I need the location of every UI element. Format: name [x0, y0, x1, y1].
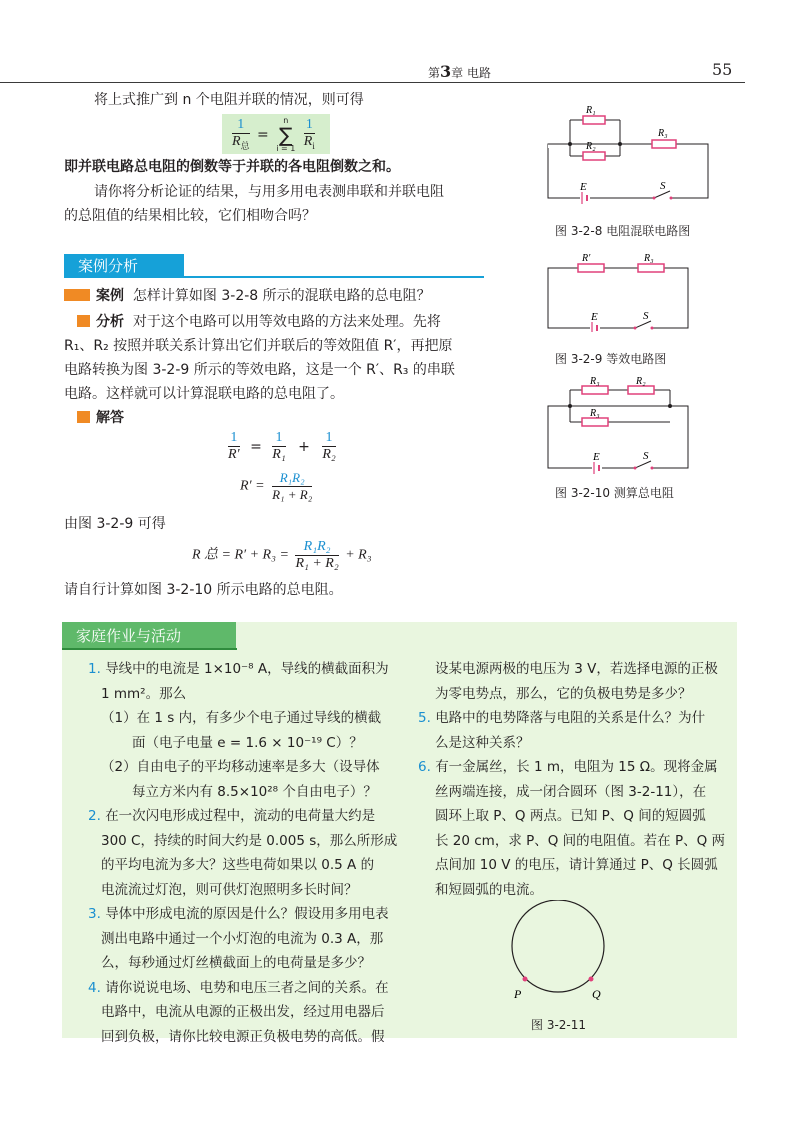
- q6-line4: 长 20 cm，求 P、Q 间的电阻值。若在 P、Q 两: [435, 832, 726, 849]
- fig8-caption: 图 3-2-8 电阻混联电路图: [555, 224, 691, 238]
- analysis-line-1: [77, 310, 441, 334]
- q5-line1: 电路中的电势降落与电阻的关系是什么？为什: [435, 710, 706, 726]
- eq1-plus: +: [298, 438, 310, 455]
- eq1-b-num: 1: [322, 430, 335, 447]
- r3a-resistor: [582, 386, 608, 394]
- q4-line2: 电路中，电流从电源的正极出发，经过用电器后: [101, 1004, 385, 1020]
- rp-resistor: [578, 264, 604, 272]
- solution-heading: [77, 406, 124, 430]
- q2-number: 2.: [88, 808, 101, 824]
- fig10-r3b-label: R₃: [590, 408, 600, 419]
- fig8-e-label: E: [580, 181, 587, 193]
- q2-line1: 在一次闪电形成过程中，流动的电荷量大约是: [105, 808, 376, 824]
- eq3-tail: + R₃: [345, 547, 372, 563]
- q6-line5: 点间加 10 V 的电压，请计算通过 P、Q 长圆弧: [435, 857, 718, 873]
- homework-title-rule: [62, 648, 237, 650]
- q3-line1: 导体中形成电流的原因是什么？假设用多用电表: [105, 906, 389, 922]
- case-question-text: 怎样计算如图 3-2-8 所示的混联电路的总电阻？: [132, 288, 431, 304]
- eq2-den: R₁ + R₂: [272, 487, 313, 502]
- parallel-formula: [232, 116, 315, 154]
- homework-right-column: [418, 657, 733, 902]
- intro-para-2: 的总阻值的结果相比较，它们相吻合吗？: [64, 208, 316, 224]
- fig8-r1-label: R₁: [586, 105, 596, 116]
- r3-resistor: [652, 140, 676, 148]
- q4-number: 4.: [88, 979, 101, 996]
- fig10-r3a-label: R₃: [590, 376, 600, 387]
- eq1-l-den: R′: [228, 447, 240, 462]
- page-number: 55: [712, 60, 733, 79]
- q4-cont-line2: 为零电势点，那么，它的负极电势是多少？: [435, 685, 692, 702]
- intro-para-1: 请你将分析论证的结果，与用多用电表测串联和并联电阻: [94, 184, 444, 200]
- r3b-resistor: [582, 418, 608, 426]
- q1-sub2-line1: （2）自由电子的平均移动速率是多大（设导体: [101, 759, 380, 775]
- q1-sub1-line1: （1）在 1 s 内，有多少个电子通过导线的横截: [101, 710, 382, 726]
- fig9-r3-label: R₃: [644, 253, 654, 264]
- analysis-line-4: 电路。这样就可以计算混联电路的总电阻了。: [64, 386, 344, 402]
- chapter-number: 3: [440, 62, 452, 81]
- eq1-l-num: 1: [228, 430, 240, 447]
- figure-3-2-11: [500, 900, 620, 1015]
- point-p: [523, 977, 528, 982]
- q1-line1: 导线中的电流是 1×10⁻⁸ A，导线的横截面积为: [105, 661, 389, 677]
- equation-2: [240, 470, 312, 503]
- r3-resistor: [638, 264, 664, 272]
- eq1-a-num: 1: [272, 430, 285, 447]
- formula-rhs-num: 1: [304, 117, 315, 134]
- sum-symbol: ∑: [279, 123, 293, 147]
- q2: [88, 804, 418, 829]
- q4-cont-line1: 设某电源两极的电压为 3 V，若选择电源的正极: [435, 661, 718, 677]
- fig11-caption: 图 3-2-11: [531, 1018, 587, 1032]
- fig9-caption: 图 3-2-9 等效电路图: [555, 352, 667, 366]
- formula-rhs-den: R: [303, 133, 313, 149]
- r2-resistor: [628, 386, 654, 394]
- q6-line1: 有一金属丝，长 1 m，电阻为 15 Ω。现将金属: [435, 759, 718, 775]
- fig8-s-label: S: [660, 180, 666, 192]
- q6-line6: 和短圆弧的电流。: [435, 881, 543, 898]
- q5: [418, 706, 733, 731]
- analysis-text-1: 对于这个电路可以用等效电路的方法来处理。先将: [132, 314, 441, 330]
- eq2-lhs: R′ =: [240, 478, 265, 494]
- point-q: [589, 977, 594, 982]
- eq1-eq: =: [250, 438, 262, 455]
- case-question: [64, 284, 431, 308]
- chapter-title: 章 电路: [451, 66, 491, 80]
- fig9-s-label: S: [643, 310, 649, 322]
- fig8-r2-label: R₂: [586, 141, 596, 152]
- formula-rhs-sub: i: [312, 140, 315, 151]
- equation-3: [192, 539, 372, 572]
- orange-marker: [64, 289, 90, 301]
- q6-line2: 丝两端连接，成一闭合圆环（图 3-2-11），在: [435, 783, 707, 800]
- homework-title: 家庭作业与活动: [62, 622, 236, 650]
- q1: [88, 657, 418, 682]
- homework-left-column: [88, 657, 418, 1049]
- label-q: Q: [592, 987, 601, 1001]
- eq1-a-den: R₁: [272, 447, 286, 462]
- eq3-den: R₁ + R₂: [295, 556, 339, 571]
- chapter-header: [428, 62, 491, 81]
- solution-label: 解答: [96, 410, 124, 426]
- eq2-num: R₁R₂: [272, 470, 312, 487]
- q1-number: 1.: [88, 661, 101, 677]
- figure-3-2-10: [540, 374, 720, 474]
- eq3-lhs: R 总 = R′ + R₃ =: [192, 547, 289, 563]
- orange-marker: [77, 411, 90, 423]
- fig10-caption: 图 3-2-10 测算总电阻: [555, 486, 674, 500]
- q5-number: 5.: [418, 710, 431, 726]
- eq1-b-den: R₂: [322, 447, 336, 462]
- q3-number: 3.: [88, 906, 101, 922]
- q2-line2: 300 C，持续的时间大约是 0.005 s，那么所形成: [101, 832, 398, 849]
- eq3-num: R₁R₂: [295, 539, 338, 556]
- figure-3-2-9: [540, 252, 720, 332]
- fig10-s-label: S: [643, 450, 649, 462]
- analysis-label: 分析: [96, 314, 124, 330]
- chapter-prefix: 第: [428, 66, 441, 80]
- q6: [418, 755, 733, 780]
- q3-line3: 么，每秒通过灯丝横截面上的电荷量是多少？: [101, 955, 371, 971]
- formula-lhs-sub: 总: [240, 140, 250, 151]
- q4-line3: 回到负极，请你比较电源正负极电势的高低。假: [101, 1028, 385, 1045]
- q4: [88, 976, 418, 1001]
- case-banner: 案例分析: [64, 254, 184, 278]
- q6-number: 6.: [418, 759, 431, 775]
- sum-bottom: i = 1: [276, 144, 296, 153]
- q4-line1: 请你说说电场、电势和电压三者之间的关系。在: [105, 979, 389, 996]
- label-p: P: [514, 987, 522, 1001]
- fig10-e-label: E: [593, 451, 600, 463]
- case-banner-rule: [64, 276, 484, 278]
- q2-line3: 的平均电流为多大？这些电荷如果以 0.5 A 的: [101, 857, 375, 873]
- fig8-r3-label: R₃: [658, 128, 668, 139]
- fig9-e-label: E: [591, 311, 598, 323]
- q1-line2: 1 mm²。那么: [101, 685, 187, 702]
- case-label: 案例: [96, 288, 124, 304]
- analysis-line-3: 电路转换为图 3-2-9 所示的等效电路，这是一个 R′、R₃ 的串联: [64, 362, 455, 378]
- formula-eq: =: [257, 127, 269, 143]
- q1-sub2-line2: 每立方米内有 8.5×10²⁸ 个自由电子）？: [132, 783, 377, 800]
- fig10-r2-label: R₂: [636, 376, 646, 387]
- q3-line2: 测出电路中通过一个小灯泡的电流为 0.3 A，那: [101, 930, 384, 947]
- analysis-line-2: R₁、R₂ 按照并联关系计算出它们并联后的等效阻值 R′，再把原: [64, 338, 453, 354]
- sum-top: n: [283, 116, 289, 125]
- intro-line: 将上式推广到 n 个电阻并联的情况，则可得: [94, 92, 364, 108]
- fig9-rp-label: R′: [582, 253, 591, 264]
- header-rule: [0, 82, 745, 83]
- from-figure-text: 由图 3-2-9 可得: [64, 516, 166, 532]
- r2-resistor: [583, 152, 605, 160]
- q1-sub1-line2: 面（电子电量 e = 1.6 × 10⁻¹⁹ C）？: [132, 734, 363, 751]
- q6-line3: 圆环上取 P、Q 两点。已知 P、Q 间的短圆弧: [435, 808, 706, 824]
- r1-resistor: [583, 116, 605, 124]
- figure-3-2-8: [540, 100, 720, 210]
- formula-lhs-den: R: [232, 133, 241, 149]
- q3: [88, 902, 418, 927]
- self-calc-text: 请自行计算如图 3-2-10 所示电路的总电阻。: [64, 582, 343, 598]
- q5-line2: 么是这种关系？: [435, 734, 530, 751]
- formula-lhs-num: 1: [232, 117, 250, 134]
- orange-marker: [77, 315, 90, 327]
- q2-line4: 电流流过灯泡，则可供灯泡照明多长时间？: [101, 881, 358, 898]
- conclusion: 即并联电路总电阻的倒数等于并联的各电阻倒数之和。: [64, 159, 400, 175]
- equation-1: [228, 430, 336, 463]
